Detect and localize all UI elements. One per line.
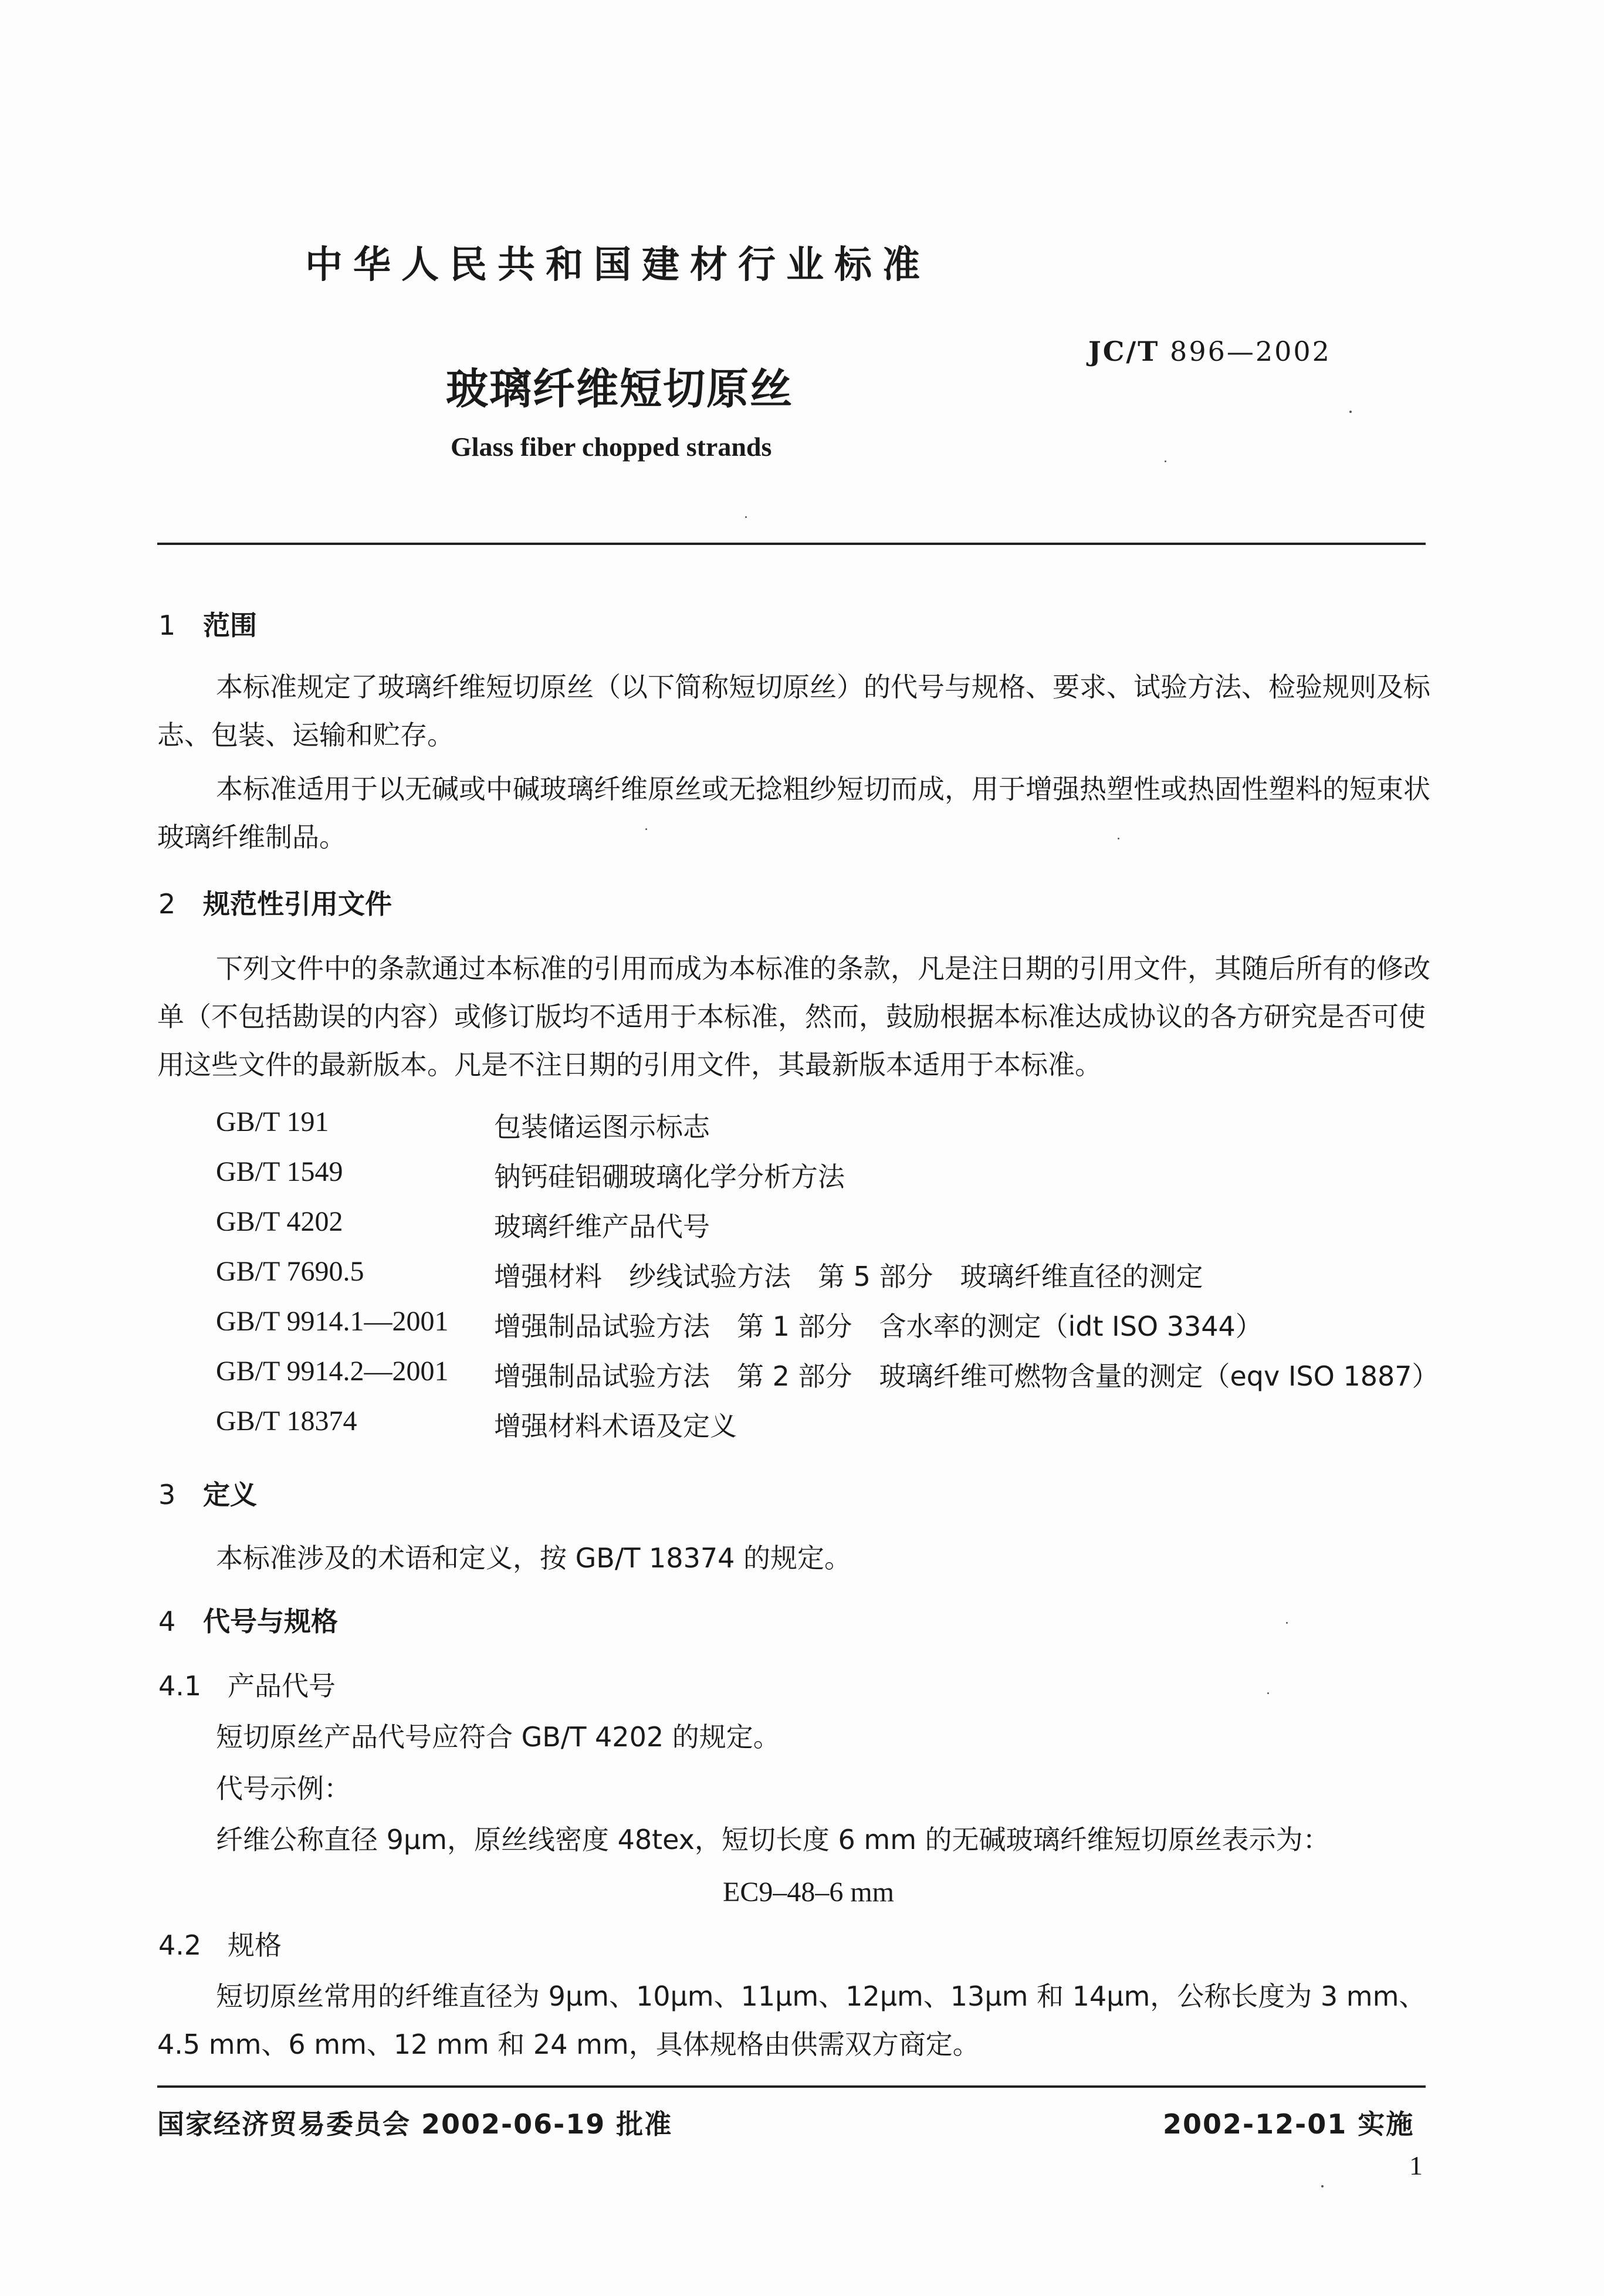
reference-code: GB/T 9914.2—2001 (216, 1356, 449, 1387)
section-number: 3 (158, 1479, 176, 1511)
reference-title: 钠钙硅铝硼玻璃化学分析方法 (494, 1161, 845, 1193)
section-1-paragraph-2: 本标准适用于以无碱或中碱玻璃纤维原丝或无捻粗纱短切而成，用于增强热塑性或热固性塑料的短束状玻璃纤维制品。 (157, 773, 1430, 853)
document-title-english: Glass fiber chopped strands (451, 432, 772, 462)
scan-speck (1349, 411, 1352, 413)
subsection-title: 产品代号 (228, 1670, 336, 1702)
reference-title: 增强制品试验方法 第 1 部分 含水率的测定（idt ISO 3344） (494, 1310, 1263, 1342)
section-title: 定义 (203, 1479, 257, 1511)
section-4-1-paragraph-1: 短切原丝产品代号应符合 GB/T 4202 的规定。 (216, 1721, 780, 1753)
scan-speck (1267, 1692, 1269, 1694)
page-number: 1 (1409, 2151, 1423, 2180)
reference-title: 增强材料术语及定义 (494, 1410, 737, 1442)
approval-statement: 国家经济贸易委员会 2002-06-19 批准 (157, 2108, 673, 2140)
footer-divider (157, 2085, 1426, 2088)
standard-code-prefix: JC/T (1088, 336, 1160, 367)
section-2-heading (158, 883, 392, 922)
subsection-number: 4.2 (158, 1929, 202, 1961)
subsection-title: 规格 (228, 1929, 282, 1961)
standard-code (1088, 336, 1331, 367)
reference-title: 增强制品试验方法 第 2 部分 玻璃纤维可燃物含量的测定（eqv ISO 1887） (494, 1360, 1439, 1392)
section-4-2-paragraph-1: 短切原丝常用的纤维直径为 9µm、10µm、11µm、12µm、13µm 和 14µm，公称长度为 3 mm、4.5 mm、6 mm、12 mm 和 24 mm，具体规格由供需双方商定。 (157, 1980, 1426, 2060)
scan-speck (1118, 838, 1119, 839)
section-4-1-paragraph-3: 纤维公称直径 9µm，原丝线密度 48tex，短切长度 6 mm 的无碱玻璃纤维短切原丝表示为： (216, 1824, 1330, 1855)
section-title: 代号与规格 (203, 1606, 338, 1637)
scan-speck (1286, 1622, 1288, 1624)
section-1-paragraph-1: 本标准规定了玻璃纤维短切原丝（以下简称短切原丝）的代号与规格、要求、试验方法、检验规则及标志、包装、运输和贮存。 (157, 671, 1430, 751)
section-4-2-heading (158, 1924, 282, 1963)
header-divider (157, 543, 1426, 545)
section-4-heading (158, 1600, 338, 1639)
scan-speck (745, 516, 747, 518)
reference-title: 包装储运图示标志 (494, 1111, 710, 1143)
reference-title: 玻璃纤维产品代号 (494, 1211, 710, 1242)
reference-code: GB/T 7690.5 (216, 1256, 364, 1287)
reference-code: GB/T 191 (216, 1106, 329, 1137)
implementation-date: 2002-12-01 实施 (1163, 2108, 1415, 2140)
section-2-paragraph-1: 下列文件中的条款通过本标准的引用而成为本标准的条款，凡是注日期的引用文件，其随后所有的修改单（不包括勘误的内容）或修订版均不适用于本标准，然而，鼓励根据本标准达成协议的各方研究是否可使用这些文件的最新版本。凡是不注日期的引用文件，其最新版本适用于本标准。 (157, 953, 1430, 1081)
section-number: 2 (158, 888, 176, 920)
code-example: EC9–48–6 mm (723, 1877, 895, 1908)
section-title: 范围 (203, 609, 257, 641)
section-3-heading (158, 1474, 257, 1512)
reference-code: GB/T 1549 (216, 1156, 343, 1187)
section-4-1-paragraph-2: 代号示例： (216, 1773, 351, 1804)
scan-speck (1321, 2185, 1324, 2187)
subsection-number: 4.1 (158, 1670, 202, 1702)
document-title-chinese: 玻璃纤维短切原丝 (446, 364, 794, 414)
section-4-1-heading (158, 1665, 336, 1704)
standard-code-number: 896—2002 (1170, 336, 1331, 367)
section-number: 4 (158, 1606, 176, 1637)
reference-code: GB/T 9914.1—2001 (216, 1306, 449, 1337)
scan-speck (645, 828, 647, 830)
reference-code: GB/T 18374 (216, 1406, 357, 1437)
reference-title: 增强材料 纱线试验方法 第 5 部分 玻璃纤维直径的测定 (494, 1261, 1203, 1292)
reference-code: GB/T 4202 (216, 1206, 343, 1237)
section-1-heading (158, 604, 257, 643)
section-number: 1 (158, 609, 176, 641)
scan-speck (1165, 460, 1166, 462)
standard-organization: 中华人民共和国建材行业标准 (305, 243, 930, 287)
section-3-paragraph-1: 本标准涉及的术语和定义，按 GB/T 18374 的规定。 (216, 1542, 851, 1574)
section-title: 规范性引用文件 (203, 888, 392, 920)
